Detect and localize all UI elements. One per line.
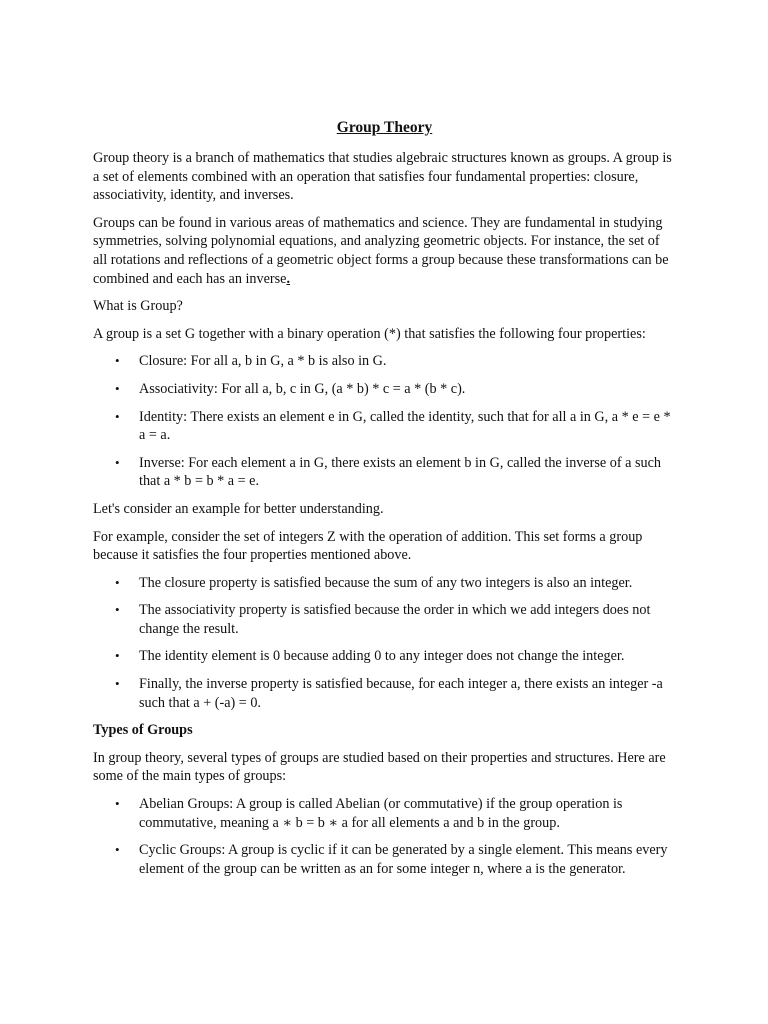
intro-paragraph-2-period: . xyxy=(286,270,290,287)
list-item-text: The identity element is 0 because adding 0 to any integer does not change the integer. xyxy=(139,648,625,665)
list-item xyxy=(93,795,676,832)
bullet-icon: • xyxy=(115,796,120,812)
list-item xyxy=(93,454,676,491)
bullet-icon: • xyxy=(115,602,120,618)
bullet-icon: • xyxy=(115,408,120,424)
list-item-text: Abelian Groups: A group is called Abelian (or commutative) if the group operation is commutative, meaning a ∗ b = b ∗ a for all elements a and b in the group. xyxy=(139,796,623,831)
list-item-text: The associativity property is satisfied because the order in which we add integers does not change the result. xyxy=(139,602,651,637)
list-item-text: The closure property is satisfied because the sum of any two integers is also an integer. xyxy=(139,574,633,591)
list-item xyxy=(93,647,676,666)
intro-paragraph-2 xyxy=(93,214,676,288)
list-item xyxy=(93,352,676,371)
group-properties-list xyxy=(93,352,676,491)
example-points-list xyxy=(93,574,676,713)
bullet-icon: • xyxy=(115,574,120,590)
list-item xyxy=(93,380,676,399)
list-item-text: Associativity: For all a, b, c in G, (a * b) * c = a * (b * c). xyxy=(139,380,466,397)
bullet-icon: • xyxy=(115,676,120,692)
types-intro: In group theory, several types of groups are studied based on their properties and structures. Here are some of the main types of groups: xyxy=(93,749,666,785)
list-item-text: Finally, the inverse property is satisfied because, for each integer a, there exists an integer -a such that a + (-a) = 0. xyxy=(139,676,663,711)
page-title: Group Theory xyxy=(336,119,433,136)
example-description: For example, consider the set of integers Z with the operation of addition. This set forms a group because it satisfies the four properties mentioned above. xyxy=(93,528,643,564)
list-item xyxy=(93,601,676,638)
bullet-icon: • xyxy=(115,353,120,369)
intro-paragraph-2-text: Groups can be found in various areas of mathematics and science. They are fundamental in studying symmetries, solving polynomial equations, and analyzing geometric objects. For instance, the set of all rotations and reflections of a geometric object forms a group because these transformations can be combined and each has an inverse xyxy=(93,214,669,287)
group-definition: A group is a set G together with a binary operation (*) that satisfies the following four properties: xyxy=(93,325,646,342)
document-page xyxy=(93,117,676,887)
example-lead: Let's consider an example for better understanding. xyxy=(93,500,384,517)
bullet-icon: • xyxy=(115,380,120,396)
types-of-groups-heading: Types of Groups xyxy=(93,722,193,739)
list-item-text: Cyclic Groups: A group is cyclic if it can be generated by a single element. This means every element of the group can be written as an for some integer n, where a is the generator. xyxy=(139,842,668,877)
list-item-text: Inverse: For each element a in G, there exists an element b in G, called the inverse of a such that a * b = b * a = e. xyxy=(139,454,661,490)
bullet-icon: • xyxy=(115,648,120,664)
list-item-text: Identity: There exists an element e in G, called the identity, such that for all a in G, a * e = e * a = a. xyxy=(139,408,671,444)
list-item xyxy=(93,675,676,712)
bullet-icon: • xyxy=(115,842,120,858)
list-item xyxy=(93,574,676,593)
bullet-icon: • xyxy=(115,454,120,470)
list-item xyxy=(93,408,676,445)
list-item xyxy=(93,841,676,878)
list-item-text: Closure: For all a, b in G, a * b is also in G. xyxy=(139,353,387,370)
what-is-group-question: What is Group? xyxy=(93,298,183,315)
group-types-list xyxy=(93,795,676,878)
intro-paragraph-1: Group theory is a branch of mathematics that studies algebraic structures known as groups. A group is a set of elements combined with an operation that satisfies four fundamental properties: closure, associativity, identity, and inverses. xyxy=(93,150,672,204)
